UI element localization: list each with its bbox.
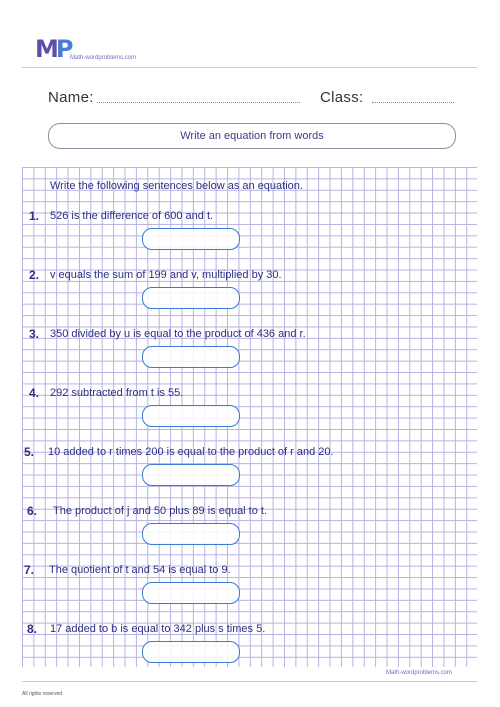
answer-box[interactable] <box>142 346 240 368</box>
question-text: 17 added to b is equal to 342 plus s times 5. <box>50 623 266 635</box>
name-field[interactable] <box>97 101 300 103</box>
answer-box[interactable] <box>142 287 240 309</box>
question-text: 526 is the difference of 600 and t. <box>50 210 214 222</box>
question-number: 6. <box>27 504 38 518</box>
logo <box>35 37 70 61</box>
class-label: Class: <box>320 89 364 106</box>
question-number: 4. <box>29 386 40 400</box>
answer-box[interactable] <box>142 228 240 250</box>
question-text: 292 subtracted from t is 55. <box>50 387 184 399</box>
question-number: 2. <box>29 268 40 282</box>
footer-rights: All rights reserved <box>22 691 63 697</box>
logo-mark: MP <box>35 35 71 63</box>
question-number: 3. <box>29 327 40 341</box>
question-number: 1. <box>29 209 40 223</box>
worksheet-title: Write an equation from words <box>48 123 456 149</box>
logo-subtitle: Math-wordproblems.com <box>70 55 137 61</box>
question-number: 8. <box>27 622 38 636</box>
answer-box[interactable] <box>142 464 240 486</box>
question-number: 7. <box>24 563 35 577</box>
grid-paper <box>22 167 477 667</box>
question-text: 10 added to r times 200 is equal to the product of r and 20. <box>48 446 334 458</box>
answer-box[interactable] <box>142 582 240 604</box>
name-label: Name: <box>48 89 94 106</box>
instructions: Write the following sentences below as an equation. <box>50 180 303 192</box>
question-text: The quotient of t and 54 is equal to 9. <box>49 564 231 576</box>
question-text: The product of j and 50 plus 89 is equal to t. <box>53 505 268 517</box>
question-text: v equals the sum of 199 and v, multiplied by 30. <box>50 269 282 281</box>
header-divider <box>22 67 477 68</box>
answer-box[interactable] <box>142 641 240 663</box>
footer-divider <box>22 681 477 682</box>
question-text: 350 divided by u is equal to the product of 436 and r. <box>50 328 306 340</box>
question-number: 5. <box>24 445 35 459</box>
answer-box[interactable] <box>142 405 240 427</box>
footer-site: Math-wordproblems.com <box>386 670 453 676</box>
answer-box[interactable] <box>142 523 240 545</box>
class-field[interactable] <box>372 101 454 103</box>
